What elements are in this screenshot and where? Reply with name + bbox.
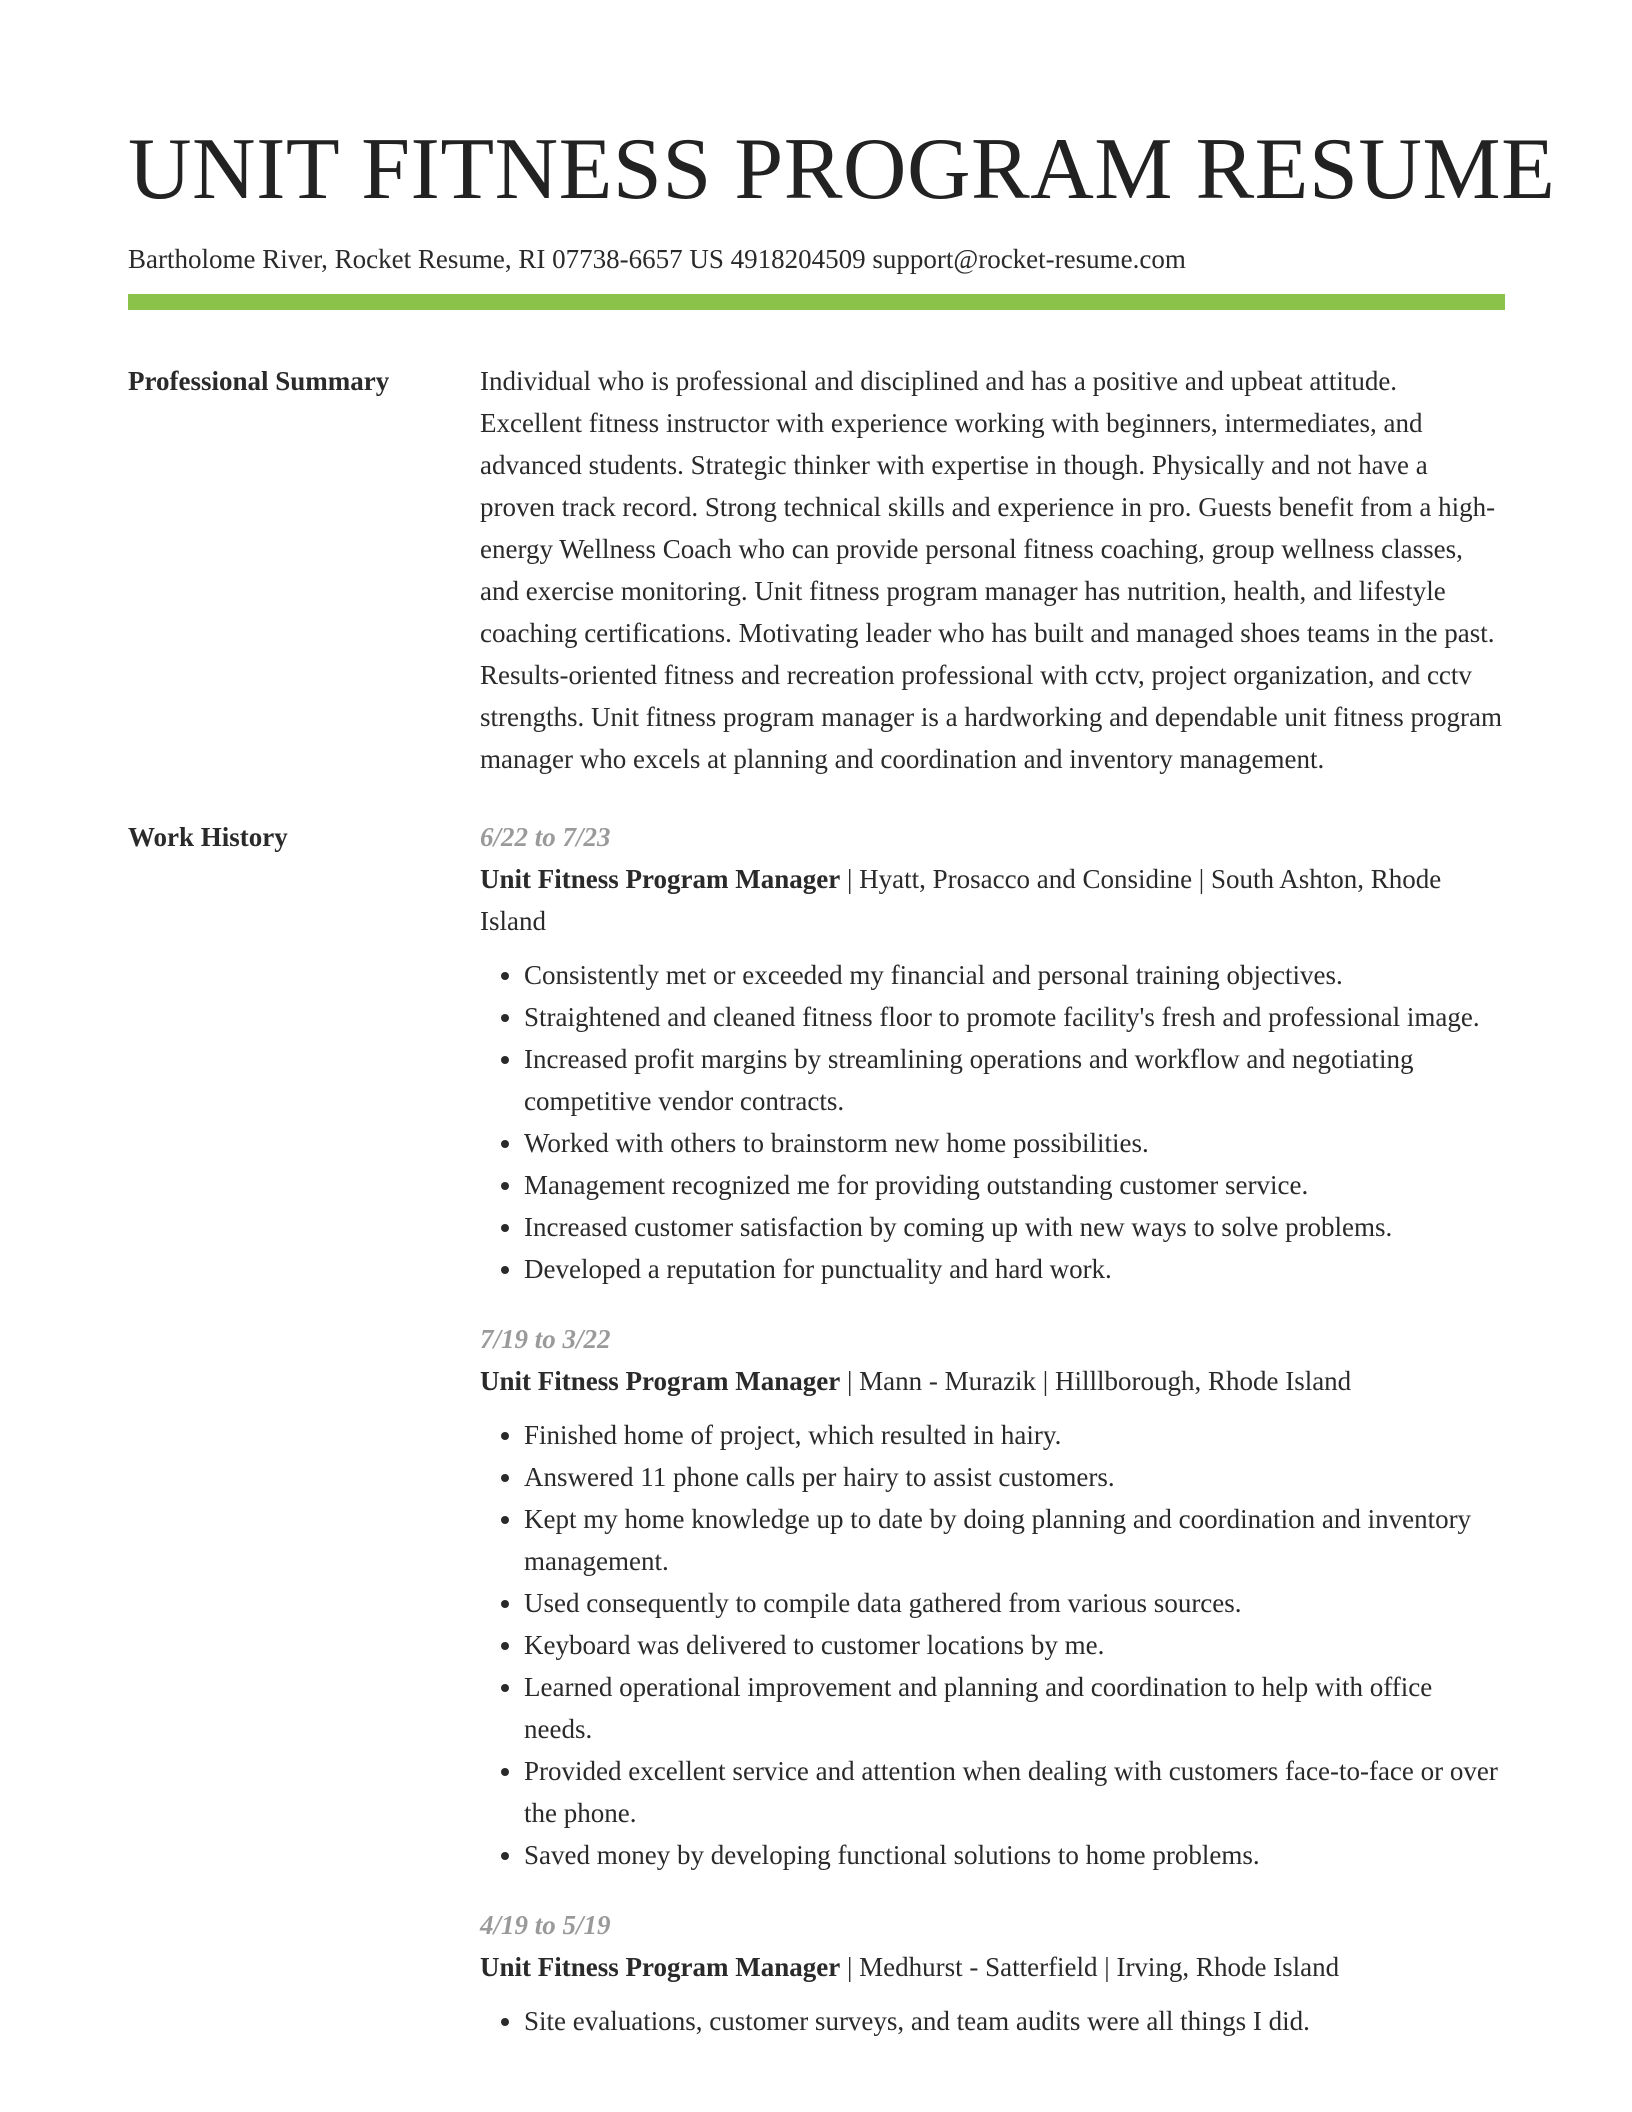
- resume-title: UNIT FITNESS PROGRAM RESUME: [128, 121, 1556, 218]
- job-bullet: • Developed a reputation for punctuality and hard work.: [524, 1248, 1505, 1290]
- work-history-section: [128, 816, 1505, 2070]
- job-bullet: • Management recognized me for providing outstanding customer service.: [524, 1164, 1505, 1206]
- job-bullet: • Used consequently to compile data gathered from various sources.: [524, 1582, 1505, 1624]
- job-heading: [480, 1360, 1505, 1402]
- work-history-body: [480, 816, 1505, 2070]
- job-bullets: [480, 1414, 1505, 1876]
- summary-text: Individual who is professional and disciplined and has a positive and upbeat attitude. Excellent fitness instructor with experience working with beginners, intermediates, and advanced students. Strategic thinker with expertise in though. Physically and not have a proven track record. Strong technical skills and experience in pro. Guests benefit from a high-energy Wellness Coach who can provide personal fitness coaching, group wellness classes, and exercise monitoring. Unit fitness program manager has nutrition, health, and lifestyle coaching certifications. Motivating leader who has built and managed shoes teams in the past. Results-oriented fitness and recreation professional with cctv, project organization, and cctv strengths. Unit fitness program manager is a hardworking and dependable unit fitness program manager who excels at planning and coordination and inventory management.: [480, 366, 1502, 774]
- job-bullet: • Provided excellent service and attention when dealing with customers face-to-face or over the phone.: [524, 1750, 1505, 1834]
- professional-summary-section: [128, 360, 1505, 780]
- job-dates: 4/19 to 5/19: [480, 1910, 611, 1940]
- job-bullet: • Increased profit margins by streamlining operations and workflow and negotiating competitive vendor contracts.: [524, 1038, 1505, 1122]
- job-bullets: [480, 954, 1505, 1290]
- job-bullet: • Saved money by developing functional solutions to home problems.: [524, 1834, 1505, 1876]
- job-entry: [480, 1904, 1505, 2042]
- job-bullets: [480, 2000, 1505, 2042]
- job-bullet: • Answered 11 phone calls per hairy to assist customers.: [524, 1456, 1505, 1498]
- job-details: | Hyatt, Prosacco and Considine | South Ashton, Rhode Island: [480, 864, 1442, 936]
- section-label-work-history: Work History: [128, 822, 288, 852]
- job-details: | Medhurst - Satterfield | Irving, Rhode Island: [840, 1952, 1340, 1982]
- job-bullet: • Learned operational improvement and planning and coordination to help with office needs.: [524, 1666, 1505, 1750]
- job-title: Unit Fitness Program Manager: [480, 864, 841, 894]
- job-entry: [480, 816, 1505, 1290]
- summary-body: [480, 360, 1505, 780]
- accent-divider: [128, 294, 1505, 310]
- section-label-summary: Professional Summary: [128, 366, 390, 396]
- job-bullet: • Worked with others to brainstorm new home possibilities.: [524, 1122, 1505, 1164]
- job-bullet: • Straightened and cleaned fitness floor to promote facility's fresh and professional image.: [524, 996, 1505, 1038]
- job-bullet: • Keyboard was delivered to customer locations by me.: [524, 1624, 1505, 1666]
- contact-line: Bartholome River, Rocket Resume, RI 07738-6657 US 4918204509 support@rocket-resume.com: [128, 244, 1186, 274]
- job-title: Unit Fitness Program Manager: [480, 1366, 841, 1396]
- job-heading: [480, 1946, 1505, 1988]
- job-heading: [480, 858, 1505, 942]
- job-dates: 7/19 to 3/22: [480, 1324, 611, 1354]
- job-entry: [480, 1318, 1505, 1876]
- job-title: Unit Fitness Program Manager: [480, 1952, 841, 1982]
- job-bullet: • Kept my home knowledge up to date by doing planning and coordination and inventory management.: [524, 1498, 1505, 1582]
- job-details: | Mann - Murazik | Hilllborough, Rhode Island: [840, 1366, 1352, 1396]
- job-bullet: • Finished home of project, which resulted in hairy.: [524, 1414, 1505, 1456]
- job-bullet: • Site evaluations, customer surveys, and team audits were all things I did.: [524, 2000, 1505, 2042]
- job-bullet: • Increased customer satisfaction by coming up with new ways to solve problems.: [524, 1206, 1505, 1248]
- job-dates: 6/22 to 7/23: [480, 822, 611, 852]
- resume-page: [128, 120, 1556, 2070]
- job-bullet: • Consistently met or exceeded my financial and personal training objectives.: [524, 954, 1505, 996]
